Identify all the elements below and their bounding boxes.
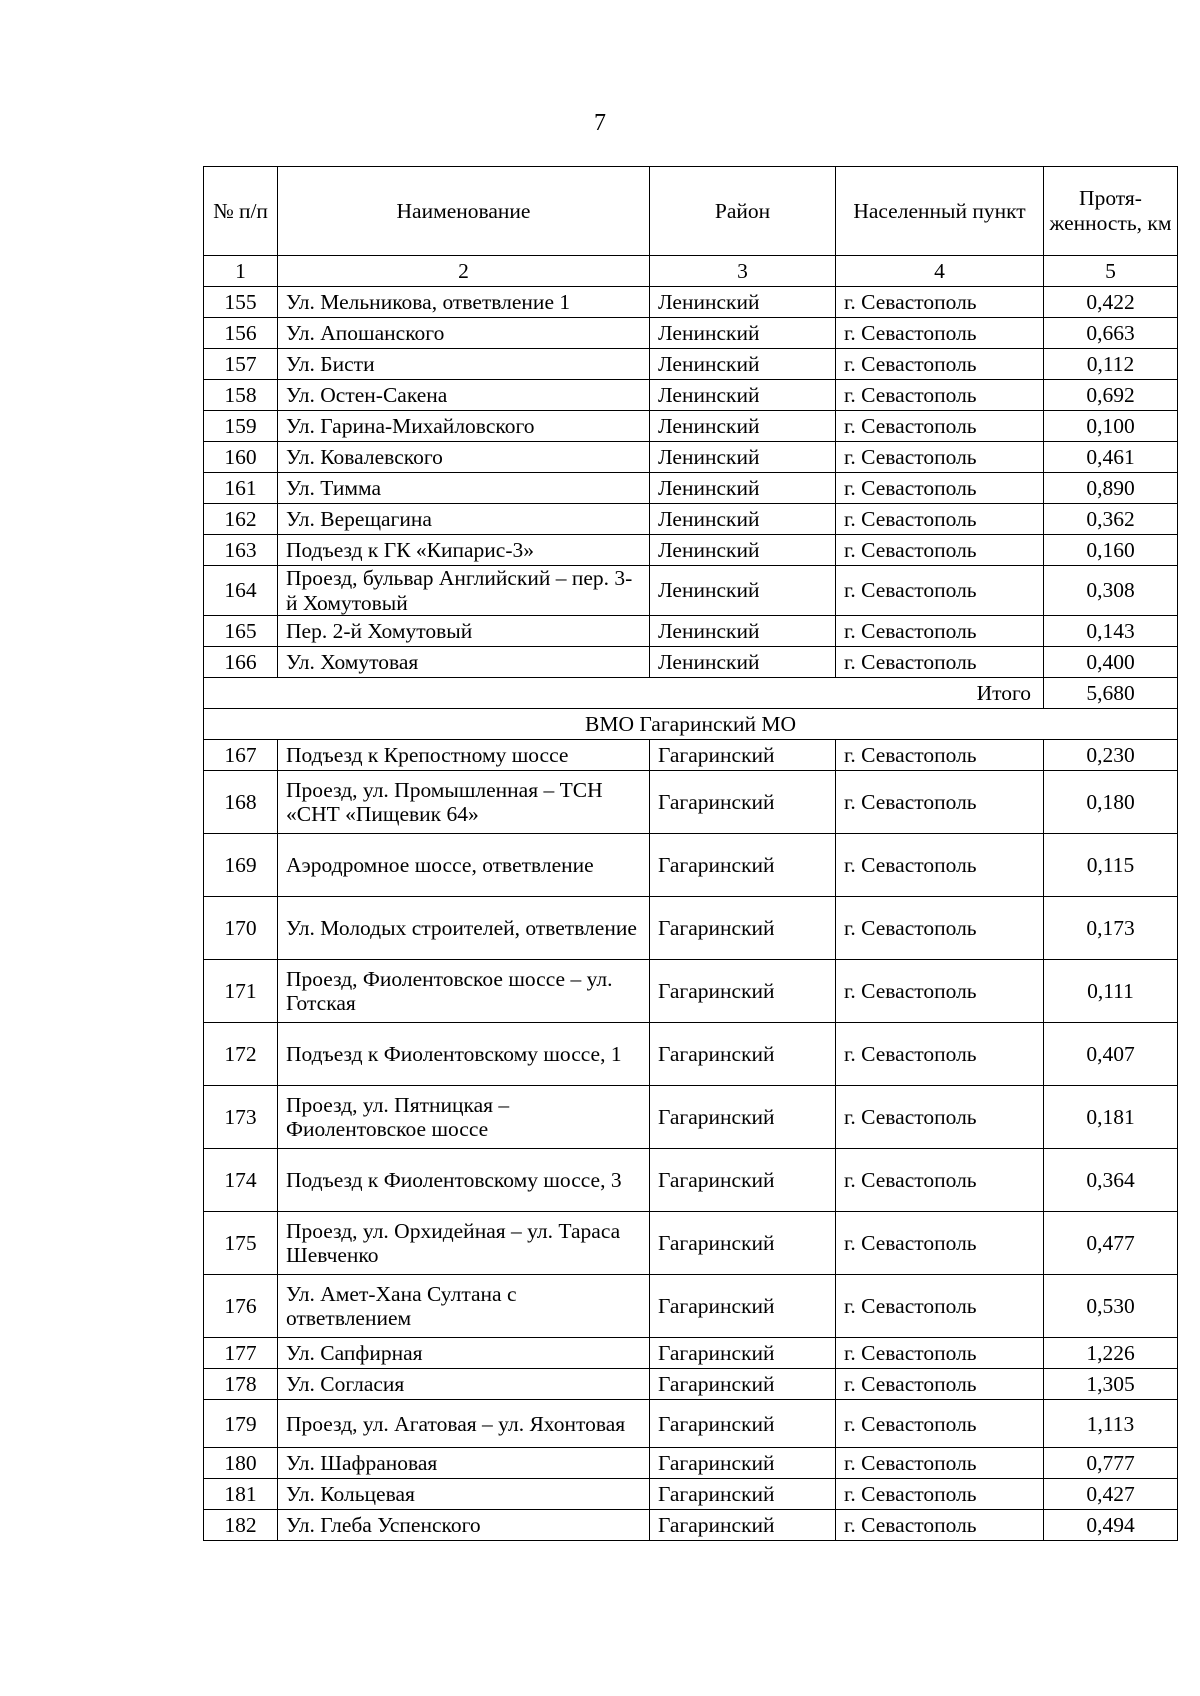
header-name: Наименование bbox=[278, 167, 650, 256]
length-km: 0,407 bbox=[1044, 1023, 1178, 1086]
road-name: Ул. Кольцевая bbox=[278, 1479, 650, 1510]
road-name: Ул. Ковалевского bbox=[278, 442, 650, 473]
row-number: 170 bbox=[204, 897, 278, 960]
length-km: 0,364 bbox=[1044, 1149, 1178, 1212]
column-number: 2 bbox=[278, 256, 650, 287]
row-number: 172 bbox=[204, 1023, 278, 1086]
table-row bbox=[204, 566, 1178, 616]
length-km: 0,230 bbox=[1044, 740, 1178, 771]
settlement: г. Севастополь bbox=[836, 1086, 1044, 1149]
road-name: Ул. Апошанского bbox=[278, 318, 650, 349]
settlement: г. Севастополь bbox=[836, 616, 1044, 647]
row-number: 163 bbox=[204, 535, 278, 566]
table-row bbox=[204, 771, 1178, 834]
table-row bbox=[204, 442, 1178, 473]
total-label: Итого bbox=[204, 678, 1044, 709]
total-row bbox=[204, 678, 1178, 709]
district: Гагаринский bbox=[650, 1275, 836, 1338]
district: Гагаринский bbox=[650, 1448, 836, 1479]
page-number: 7 bbox=[594, 110, 606, 136]
column-numbers-row bbox=[204, 256, 1178, 287]
row-number: 182 bbox=[204, 1510, 278, 1541]
row-number: 181 bbox=[204, 1479, 278, 1510]
settlement: г. Севастополь bbox=[836, 1369, 1044, 1400]
settlement: г. Севастополь bbox=[836, 1149, 1044, 1212]
district: Гагаринский bbox=[650, 897, 836, 960]
length-km: 0,890 bbox=[1044, 473, 1178, 504]
district: Гагаринский bbox=[650, 1212, 836, 1275]
table-row bbox=[204, 1275, 1178, 1338]
length-km: 0,663 bbox=[1044, 318, 1178, 349]
length-km: 0,112 bbox=[1044, 349, 1178, 380]
length-km: 0,180 bbox=[1044, 771, 1178, 834]
table-row bbox=[204, 1212, 1178, 1275]
road-name: Ул. Хомутовая bbox=[278, 647, 650, 678]
length-km: 0,461 bbox=[1044, 442, 1178, 473]
road-name: Ул. Гарина-Михайловского bbox=[278, 411, 650, 442]
settlement: г. Севастополь bbox=[836, 442, 1044, 473]
length-km: 0,530 bbox=[1044, 1275, 1178, 1338]
header-row bbox=[204, 167, 1178, 256]
road-name: Ул. Верещагина bbox=[278, 504, 650, 535]
table-row bbox=[204, 287, 1178, 318]
table-row bbox=[204, 1448, 1178, 1479]
row-number: 176 bbox=[204, 1275, 278, 1338]
settlement: г. Севастополь bbox=[836, 535, 1044, 566]
table-row bbox=[204, 834, 1178, 897]
district: Ленинский bbox=[650, 647, 836, 678]
district: Гагаринский bbox=[650, 1510, 836, 1541]
roads-table bbox=[203, 166, 1178, 1541]
row-number: 165 bbox=[204, 616, 278, 647]
row-number: 173 bbox=[204, 1086, 278, 1149]
row-number: 160 bbox=[204, 442, 278, 473]
header-num: № п/п bbox=[204, 167, 278, 256]
settlement: г. Севастополь bbox=[836, 349, 1044, 380]
row-number: 175 bbox=[204, 1212, 278, 1275]
row-number: 169 bbox=[204, 834, 278, 897]
settlement: г. Севастополь bbox=[836, 1510, 1044, 1541]
district: Гагаринский bbox=[650, 771, 836, 834]
table-row bbox=[204, 1510, 1178, 1541]
settlement: г. Севастополь bbox=[836, 411, 1044, 442]
table-row bbox=[204, 349, 1178, 380]
row-number: 155 bbox=[204, 287, 278, 318]
row-number: 171 bbox=[204, 960, 278, 1023]
table-row bbox=[204, 535, 1178, 566]
settlement: г. Севастополь bbox=[836, 1212, 1044, 1275]
length-km: 0,400 bbox=[1044, 647, 1178, 678]
row-number: 168 bbox=[204, 771, 278, 834]
road-name: Проезд, ул. Орхидейная – ул. Тараса Шевченко bbox=[278, 1212, 650, 1275]
road-name: Ул. Глеба Успенского bbox=[278, 1510, 650, 1541]
settlement: г. Севастополь bbox=[836, 834, 1044, 897]
header-length: Протя-женность, км bbox=[1044, 167, 1178, 256]
district: Ленинский bbox=[650, 318, 836, 349]
settlement: г. Севастополь bbox=[836, 1338, 1044, 1369]
length-km: 1,113 bbox=[1044, 1400, 1178, 1448]
district: Ленинский bbox=[650, 473, 836, 504]
row-number: 158 bbox=[204, 380, 278, 411]
row-number: 177 bbox=[204, 1338, 278, 1369]
district: Гагаринский bbox=[650, 1023, 836, 1086]
road-name: Ул. Остен-Сакена bbox=[278, 380, 650, 411]
district: Ленинский bbox=[650, 616, 836, 647]
table-row bbox=[204, 1086, 1178, 1149]
row-number: 159 bbox=[204, 411, 278, 442]
row-number: 156 bbox=[204, 318, 278, 349]
row-number: 174 bbox=[204, 1149, 278, 1212]
length-km: 0,777 bbox=[1044, 1448, 1178, 1479]
table-row bbox=[204, 504, 1178, 535]
settlement: г. Севастополь bbox=[836, 740, 1044, 771]
table-row bbox=[204, 1338, 1178, 1369]
road-name: Подъезд к ГК «Кипарис-3» bbox=[278, 535, 650, 566]
length-km: 0,692 bbox=[1044, 380, 1178, 411]
district: Ленинский bbox=[650, 349, 836, 380]
length-km: 0,181 bbox=[1044, 1086, 1178, 1149]
district: Гагаринский bbox=[650, 960, 836, 1023]
length-km: 0,308 bbox=[1044, 566, 1178, 616]
district: Гагаринский bbox=[650, 1338, 836, 1369]
table-row bbox=[204, 380, 1178, 411]
district: Гагаринский bbox=[650, 1400, 836, 1448]
section-header-row bbox=[204, 709, 1178, 740]
road-name: Ул. Шафрановая bbox=[278, 1448, 650, 1479]
row-number: 162 bbox=[204, 504, 278, 535]
length-km: 0,100 bbox=[1044, 411, 1178, 442]
table-row bbox=[204, 473, 1178, 504]
settlement: г. Севастополь bbox=[836, 287, 1044, 318]
road-name: Ул. Амет-Хана Султана с ответвлением bbox=[278, 1275, 650, 1338]
row-number: 180 bbox=[204, 1448, 278, 1479]
length-km: 0,422 bbox=[1044, 287, 1178, 318]
table-row bbox=[204, 1400, 1178, 1448]
length-km: 1,226 bbox=[1044, 1338, 1178, 1369]
settlement: г. Севастополь bbox=[836, 1479, 1044, 1510]
road-name: Аэродромное шоссе, ответвление bbox=[278, 834, 650, 897]
road-name: Проезд, ул. Промышленная – ТСН «СНТ «Пищевик 64» bbox=[278, 771, 650, 834]
road-name: Ул. Согласия bbox=[278, 1369, 650, 1400]
table-row bbox=[204, 960, 1178, 1023]
district: Гагаринский bbox=[650, 740, 836, 771]
district: Ленинский bbox=[650, 504, 836, 535]
row-number: 178 bbox=[204, 1369, 278, 1400]
row-number: 166 bbox=[204, 647, 278, 678]
header-city: Населенный пункт bbox=[836, 167, 1044, 256]
settlement: г. Севастополь bbox=[836, 380, 1044, 411]
length-km: 0,477 bbox=[1044, 1212, 1178, 1275]
road-name: Проезд, бульвар Английский – пер. 3-й Хомутовый bbox=[278, 566, 650, 616]
district: Ленинский bbox=[650, 287, 836, 318]
length-km: 0,494 bbox=[1044, 1510, 1178, 1541]
district: Гагаринский bbox=[650, 834, 836, 897]
settlement: г. Севастополь bbox=[836, 318, 1044, 349]
district: Ленинский bbox=[650, 380, 836, 411]
table-row bbox=[204, 740, 1178, 771]
table-row bbox=[204, 318, 1178, 349]
road-name: Проезд, ул. Пятницкая – Фиолентовское шоссе bbox=[278, 1086, 650, 1149]
column-number: 3 bbox=[650, 256, 836, 287]
road-name: Подъезд к Фиолентовскому шоссе, 3 bbox=[278, 1149, 650, 1212]
length-km: 0,362 bbox=[1044, 504, 1178, 535]
road-name: Пер. 2-й Хомутовый bbox=[278, 616, 650, 647]
settlement: г. Севастополь bbox=[836, 771, 1044, 834]
road-name: Ул. Тимма bbox=[278, 473, 650, 504]
road-name: Проезд, Фиолентовское шоссе – ул. Готская bbox=[278, 960, 650, 1023]
settlement: г. Севастополь bbox=[836, 566, 1044, 616]
district: Гагаринский bbox=[650, 1369, 836, 1400]
table-row bbox=[204, 1023, 1178, 1086]
length-km: 0,115 bbox=[1044, 834, 1178, 897]
road-name: Ул. Бисти bbox=[278, 349, 650, 380]
length-km: 0,143 bbox=[1044, 616, 1178, 647]
district: Гагаринский bbox=[650, 1086, 836, 1149]
road-name: Подъезд к Крепостному шоссе bbox=[278, 740, 650, 771]
row-number: 161 bbox=[204, 473, 278, 504]
district: Ленинский bbox=[650, 442, 836, 473]
header-district: Район bbox=[650, 167, 836, 256]
settlement: г. Севастополь bbox=[836, 647, 1044, 678]
settlement: г. Севастополь bbox=[836, 1023, 1044, 1086]
total-value: 5,680 bbox=[1044, 678, 1178, 709]
length-km: 0,111 bbox=[1044, 960, 1178, 1023]
road-name: Ул. Мельникова, ответвление 1 bbox=[278, 287, 650, 318]
district: Ленинский bbox=[650, 411, 836, 442]
settlement: г. Севастополь bbox=[836, 473, 1044, 504]
settlement: г. Севастополь bbox=[836, 504, 1044, 535]
section-title: ВМО Гагаринский МО bbox=[204, 709, 1178, 740]
row-number: 167 bbox=[204, 740, 278, 771]
row-number: 164 bbox=[204, 566, 278, 616]
road-name: Проезд, ул. Агатовая – ул. Яхонтовая bbox=[278, 1400, 650, 1448]
table-row bbox=[204, 1149, 1178, 1212]
column-number: 5 bbox=[1044, 256, 1178, 287]
table-row bbox=[204, 616, 1178, 647]
table-row bbox=[204, 647, 1178, 678]
district: Гагаринский bbox=[650, 1149, 836, 1212]
length-km: 1,305 bbox=[1044, 1369, 1178, 1400]
settlement: г. Севастополь bbox=[836, 897, 1044, 960]
length-km: 0,173 bbox=[1044, 897, 1178, 960]
row-number: 179 bbox=[204, 1400, 278, 1448]
district: Гагаринский bbox=[650, 1479, 836, 1510]
column-number: 1 bbox=[204, 256, 278, 287]
district: Ленинский bbox=[650, 535, 836, 566]
length-km: 0,160 bbox=[1044, 535, 1178, 566]
settlement: г. Севастополь bbox=[836, 1400, 1044, 1448]
road-name: Ул. Молодых строителей, ответвление bbox=[278, 897, 650, 960]
length-km: 0,427 bbox=[1044, 1479, 1178, 1510]
table-row bbox=[204, 1369, 1178, 1400]
settlement: г. Севастополь bbox=[836, 1275, 1044, 1338]
column-number: 4 bbox=[836, 256, 1044, 287]
settlement: г. Севастополь bbox=[836, 960, 1044, 1023]
table-row bbox=[204, 1479, 1178, 1510]
table-row bbox=[204, 411, 1178, 442]
table-row bbox=[204, 897, 1178, 960]
district: Ленинский bbox=[650, 566, 836, 616]
row-number: 157 bbox=[204, 349, 278, 380]
settlement: г. Севастополь bbox=[836, 1448, 1044, 1479]
road-name: Ул. Сапфирная bbox=[278, 1338, 650, 1369]
road-name: Подъезд к Фиолентовскому шоссе, 1 bbox=[278, 1023, 650, 1086]
